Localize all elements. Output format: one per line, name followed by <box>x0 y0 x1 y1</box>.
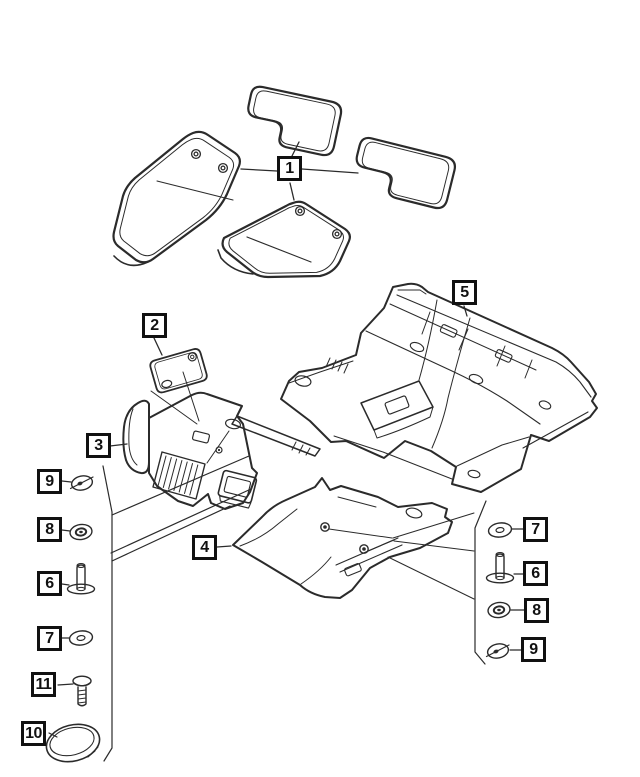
callout-10[interactable]: 10 <box>21 721 46 746</box>
right-fastener-bracket <box>475 501 486 664</box>
fastener-location-lines-right <box>329 513 474 599</box>
stud-icon-right <box>487 553 524 583</box>
washer-icon-right <box>488 521 523 538</box>
left-fastener-bracket <box>103 456 251 761</box>
carpet-grommet <box>321 523 368 553</box>
callout-6-left[interactable]: 6 <box>37 571 62 596</box>
rear-carpet-drawing <box>281 284 597 492</box>
tunnel-console-mount <box>361 381 433 438</box>
callout-5-rear-carpet[interactable]: 5 <box>452 280 477 305</box>
floor-mat-front-right <box>218 202 350 277</box>
stud-icon-left <box>62 564 95 594</box>
washer-icon-left <box>62 629 93 646</box>
front-carpet-left-drawing <box>110 393 320 509</box>
callout-4-front-carpet-right[interactable]: 4 <box>192 535 217 560</box>
oval-plug-icon <box>42 719 103 767</box>
grommet-icon-left <box>62 523 93 541</box>
callout-1-floor-mats[interactable]: 1 <box>277 156 302 181</box>
callout-7-right[interactable]: 7 <box>523 517 548 542</box>
footrest-rib-area <box>153 452 205 499</box>
retainer-clip-icon-right <box>486 642 521 660</box>
front-carpet-right-drawing <box>217 478 474 599</box>
callout-8-right[interactable]: 8 <box>524 598 549 623</box>
grommet-icon-right <box>487 601 524 619</box>
floor-mat-rear-left <box>242 85 343 157</box>
callout-7-left[interactable]: 7 <box>37 626 62 651</box>
callout-8-left[interactable]: 8 <box>37 517 62 542</box>
floor-mat-front-left <box>114 132 240 266</box>
retainer-clip-icon-left <box>62 474 94 492</box>
callout-9-right[interactable]: 9 <box>521 637 546 662</box>
callout-9-left[interactable]: 9 <box>37 469 62 494</box>
footrest-pad-drawing <box>149 338 208 424</box>
screw-icon <box>58 676 91 706</box>
callout-6-right[interactable]: 6 <box>523 561 548 586</box>
callout-3-front-carpet-left[interactable]: 3 <box>86 433 111 458</box>
callout-2-footrest-pad[interactable]: 2 <box>142 313 167 338</box>
floor-mat-rear-right <box>349 136 457 210</box>
callout-11[interactable]: 11 <box>31 672 56 697</box>
